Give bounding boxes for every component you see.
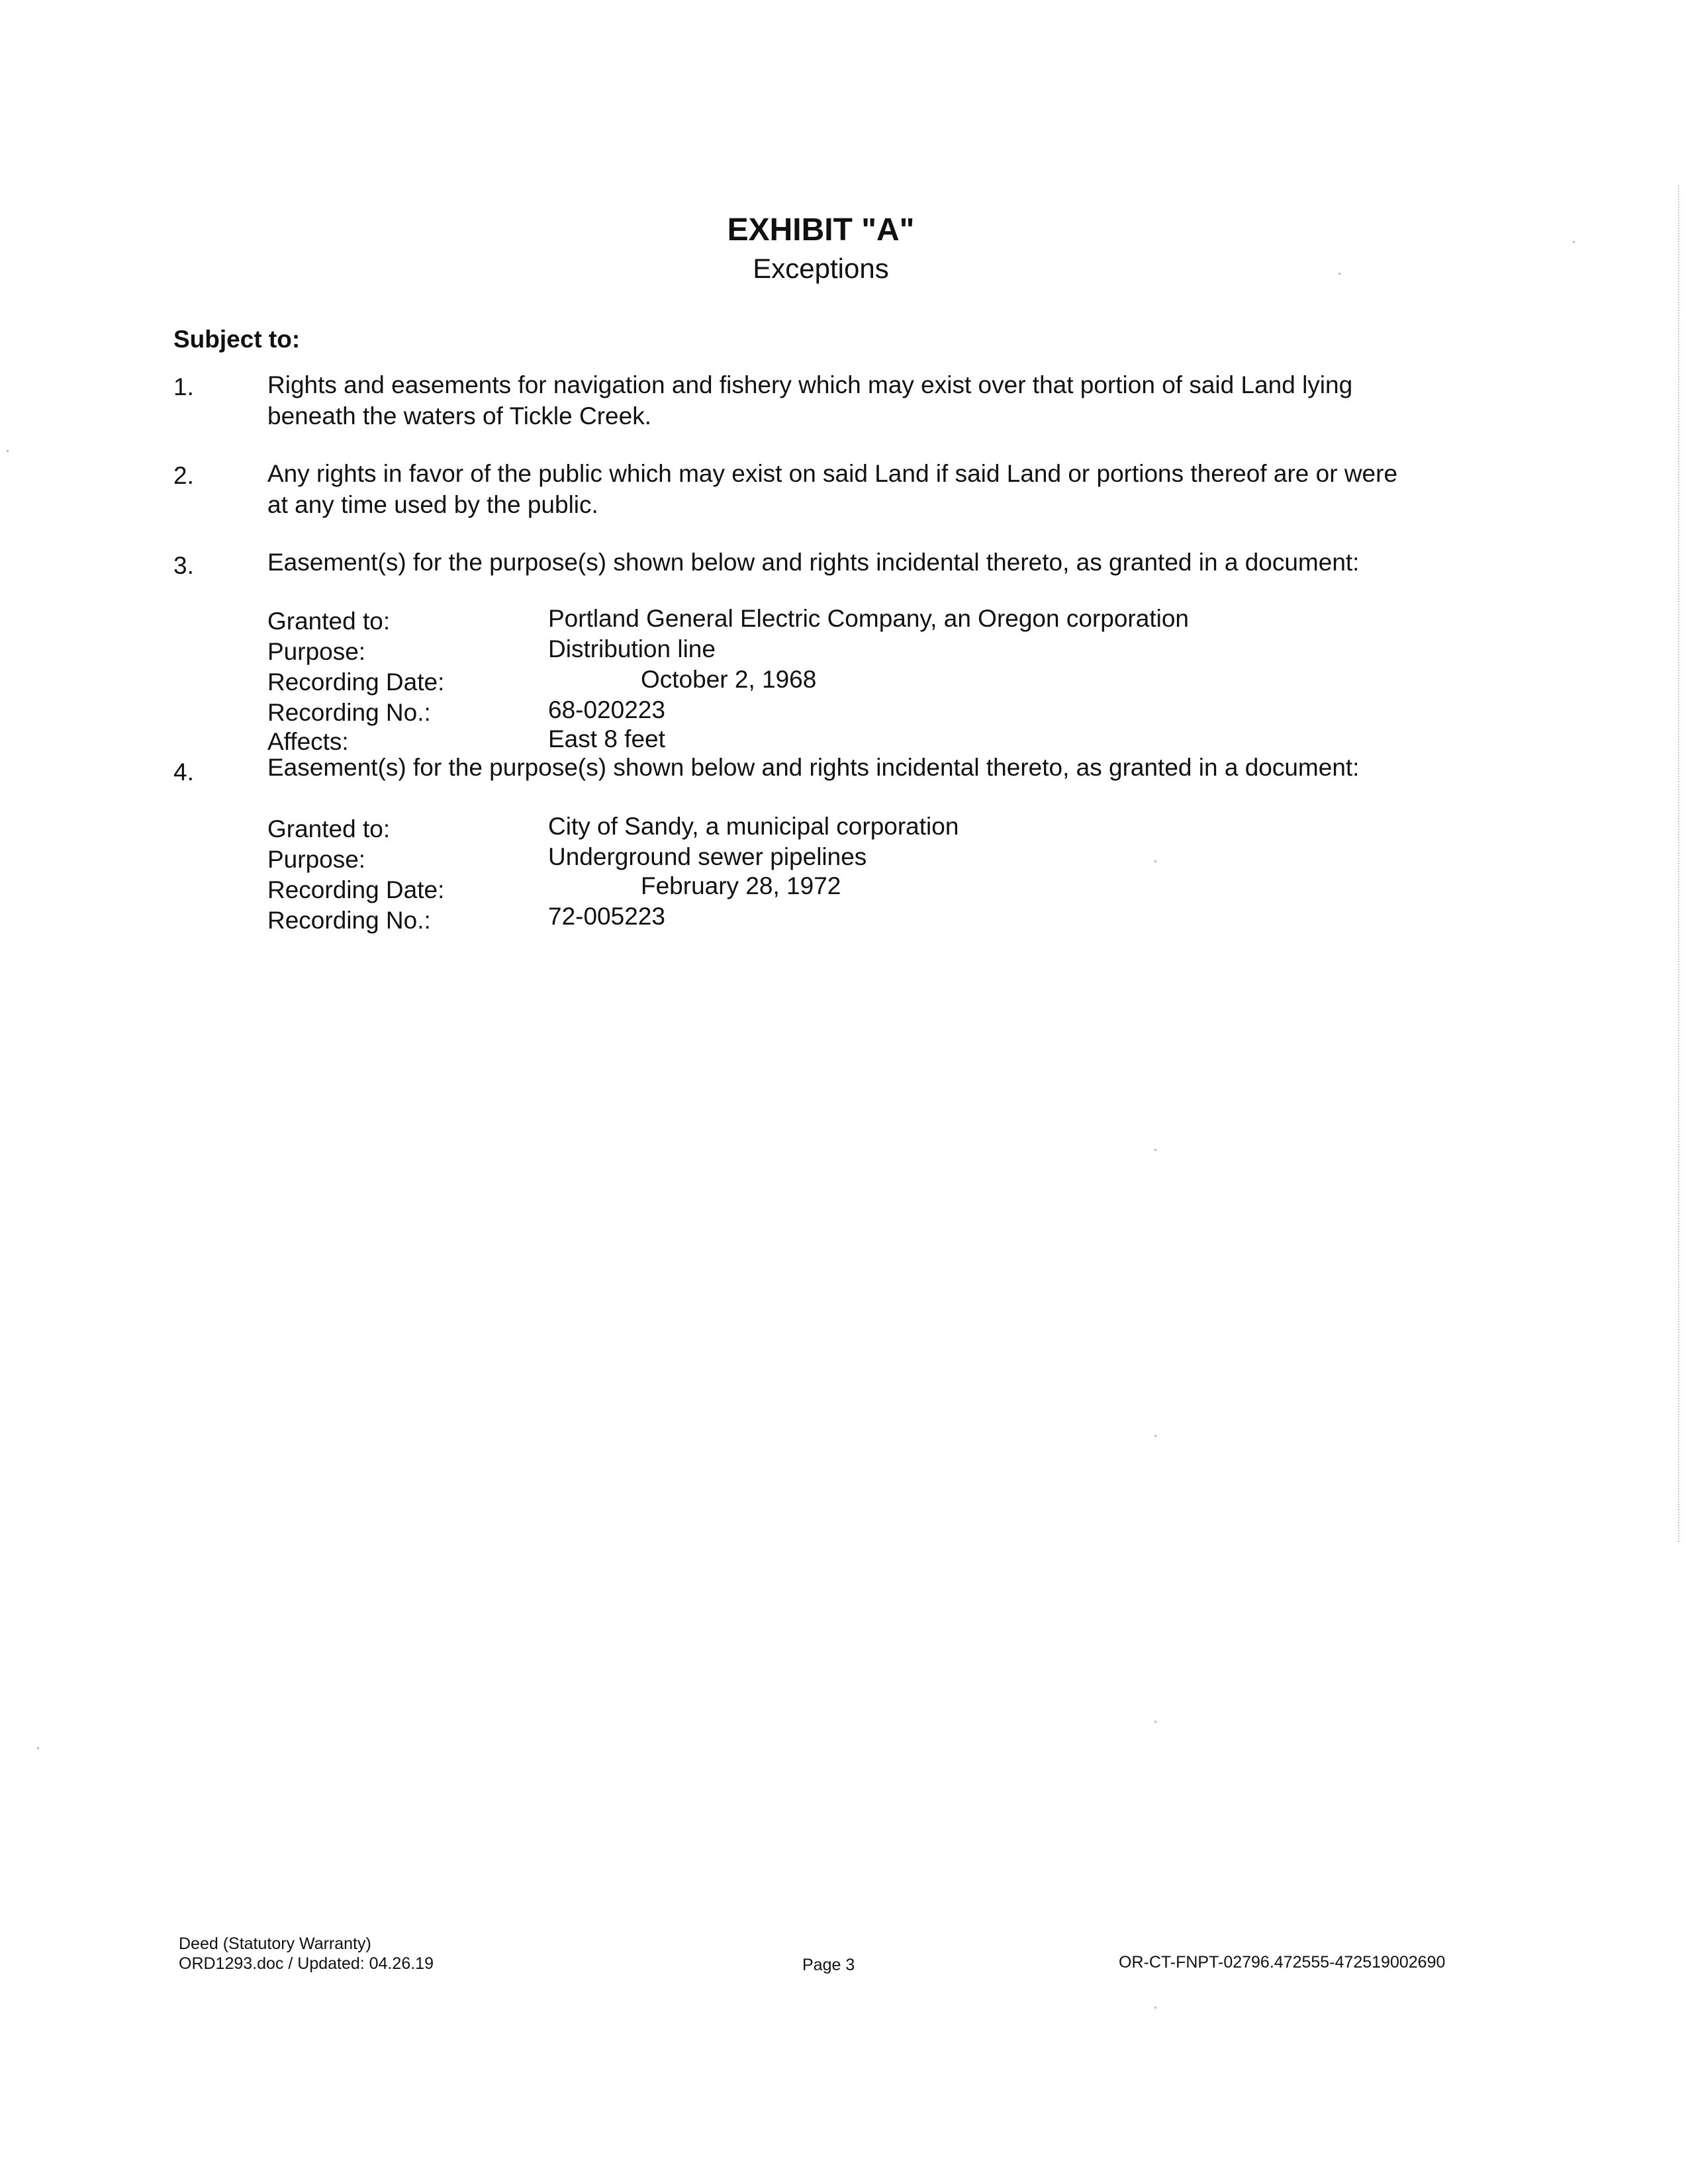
item-2-line-1: Any rights in favor of the public which may exist on said Land if said Land or portions thereof are or were (267, 460, 1398, 487)
item-4-recording-date-label: Recording Date: (267, 876, 445, 903)
item-2-number: 2. (173, 462, 194, 489)
item-4-purpose-label: Purpose: (267, 846, 366, 873)
item-4-recording-no-value: 72-005223 (548, 903, 665, 930)
scan-speck (1154, 1721, 1156, 1723)
scan-speck (1338, 273, 1340, 275)
item-3-number: 3. (173, 552, 194, 579)
item-1-line-1: Rights and easements for navigation and fishery which may exist over that portion of said Land lying (267, 371, 1353, 398)
scan-edge-artifact (1678, 185, 1682, 1542)
subject-to-heading: Subject to: (173, 326, 301, 353)
item-4-recording-no-label: Recording No.: (267, 907, 431, 934)
item-2-text (267, 458, 1397, 520)
scan-speck (1154, 2007, 1156, 2009)
footer-left (179, 1934, 434, 1974)
item-1-line-2: beneath the waters of Tickle Creek. (267, 402, 651, 430)
item-3-recording-no-label: Recording No.: (267, 699, 431, 726)
scan-speck (1154, 1435, 1156, 1437)
footer-document-type: Deed (Statutory Warranty) (179, 1934, 371, 1953)
item-3-granted-to-value: Portland General Electric Company, an Oregon corporation (548, 605, 1189, 632)
item-3-purpose-value: Distribution line (548, 635, 716, 662)
scan-speck (1154, 1149, 1156, 1151)
item-4-line-1: Easement(s) for the purpose(s) shown below and rights incidental thereto, as granted in a document: (267, 754, 1360, 781)
item-3-granted-to-label: Granted to: (267, 608, 391, 635)
scan-speck (7, 450, 9, 452)
scan-speck (1573, 241, 1575, 243)
item-2-line-2: at any time used by the public. (267, 491, 598, 518)
exhibit-title: EXHIBIT "A" (727, 212, 915, 248)
scan-speck (1154, 860, 1156, 862)
footer-page-number: Page 3 (802, 1956, 855, 1974)
item-4-number: 4. (173, 758, 194, 786)
item-4-granted-to-label: Granted to: (267, 815, 391, 842)
item-3-recording-date-label: Recording Date: (267, 668, 445, 696)
item-4-recording-date-value: February 28, 1972 (641, 872, 841, 899)
item-1-text (267, 369, 1352, 432)
scan-speck (37, 1747, 39, 1749)
item-3-line-1: Easement(s) for the purpose(s) shown below and rights incidental thereto, as granted in a document: (267, 549, 1360, 576)
item-3-affects-value: East 8 feet (548, 725, 665, 752)
item-4-granted-to-value: City of Sandy, a municipal corporation (548, 813, 959, 840)
item-4-purpose-value: Underground sewer pipelines (548, 843, 867, 870)
item-1-number: 1. (173, 373, 194, 400)
exhibit-subtitle: Exceptions (753, 253, 889, 284)
item-3-recording-date-value: October 2, 1968 (641, 666, 817, 693)
footer-order-number: OR-CT-FNPT-02796.472555-472519002690 (1119, 1953, 1446, 1972)
item-3-purpose-label: Purpose: (267, 638, 366, 665)
item-3-affects-label: Affects: (267, 728, 349, 755)
footer-file-updated: ORD1293.doc / Updated: 04.26.19 (179, 1954, 434, 1973)
item-3-recording-no-value: 68-020223 (548, 696, 665, 723)
